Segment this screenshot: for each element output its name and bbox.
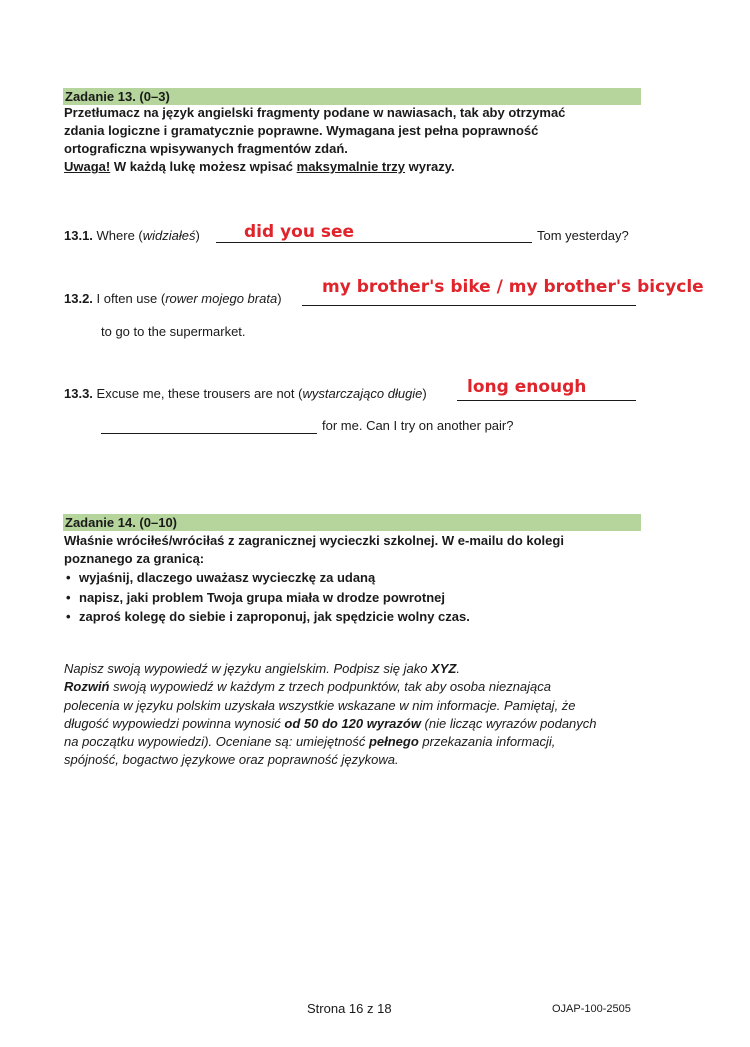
item-13-1 xyxy=(64,228,200,244)
answer-line-13-2[interactable] xyxy=(302,305,636,306)
exam-code: OJAP-100-2505 xyxy=(552,1003,631,1015)
task-13-instructions xyxy=(64,104,644,176)
note-line: polecenia w języku polskim uzyskała wszystkie wskazane w nim informacje. Pamiętaj, że xyxy=(64,697,576,713)
task-14-bullets xyxy=(64,568,470,627)
task-13-header: Zadanie 13. (0–3) xyxy=(63,88,641,105)
item-text: I often use ( xyxy=(92,291,166,306)
warning-label: Uwaga! xyxy=(64,159,111,174)
item-13-2 xyxy=(64,291,282,307)
item-13-3-continuation: for me. Can I try on another pair? xyxy=(322,418,514,433)
intro-line: Właśnie wróciłeś/wróciłaś z zagranicznej wycieczki szkolnej. W e-mailu do kolegi xyxy=(64,533,564,548)
intro-line: poznanego za granicą: xyxy=(64,551,205,566)
bullet-item: • napisz, jaki problem Twoja grupa miała w drodze powrotnej xyxy=(64,588,470,608)
item-text: Where ( xyxy=(92,228,143,243)
item-number: 13.1. xyxy=(64,228,93,243)
instruction-line: zdania logiczne i gramatycznie poprawne. Wymagana jest pełna poprawność xyxy=(64,123,539,138)
note-line xyxy=(64,733,664,751)
warning-text-end: wyrazy. xyxy=(405,159,455,174)
page-number: Strona 16 z 18 xyxy=(307,1001,392,1016)
item-hint: rower mojego brata xyxy=(165,291,278,306)
warning-line xyxy=(64,158,644,176)
warning-text: W każdą lukę możesz wpisać xyxy=(110,159,297,174)
signature-code: XYZ xyxy=(431,661,457,676)
task-14-notes xyxy=(64,660,664,770)
item-hint: widziałeś xyxy=(142,228,196,243)
item-text: ) xyxy=(277,291,282,306)
answer-13-1: did you see xyxy=(244,222,355,242)
note-text: długość wypowiedzi powinna wynosić xyxy=(64,715,285,731)
instruction-line: ortograficzna wpisywanych fragmentów zdań. xyxy=(64,141,348,156)
note-text: Napisz swoją wypowiedź w języku angielskim. Podpisz się jako xyxy=(64,661,432,676)
task-14-header: Zadanie 14. (0–10) xyxy=(63,514,641,531)
item-13-3 xyxy=(64,386,427,402)
answer-line-13-1[interactable] xyxy=(216,242,532,243)
item-13-2-continuation: to go to the supermarket. xyxy=(101,324,246,339)
answer-line-13-3b[interactable] xyxy=(101,433,317,434)
answer-line-13-3a[interactable] xyxy=(457,400,636,401)
note-text: swoją wypowiedź w każdym z trzech podpunktów, tak aby osoba nieznająca xyxy=(109,679,552,695)
bullet-item: • wyjaśnij, dlaczego uważasz wycieczkę za udaną xyxy=(64,568,470,588)
task-14-intro xyxy=(64,532,644,568)
item-number: 13.3. xyxy=(64,386,93,401)
note-line xyxy=(64,715,664,733)
note-text: przekazania informacji, xyxy=(418,734,556,750)
item-text: ) xyxy=(422,386,427,401)
item-text: Excuse me, these trousers are not ( xyxy=(92,386,303,401)
note-line: spójność, bogactwo językowe oraz poprawność językowa. xyxy=(64,752,399,768)
word-count-requirement: od 50 do 120 wyrazów xyxy=(284,715,421,731)
note-line xyxy=(64,678,664,696)
answer-13-3: long enough xyxy=(467,377,587,397)
item-number: 13.2. xyxy=(64,291,93,306)
item-13-1-tail: Tom yesterday? xyxy=(537,228,629,243)
item-text: ) xyxy=(195,228,200,243)
item-hint: wystarczająco długie xyxy=(302,386,423,401)
note-emphasis: pełnego xyxy=(368,734,419,750)
warning-emphasis: maksymalnie trzy xyxy=(296,159,406,174)
instruction-line: Przetłumacz na język angielski fragmenty podane w nawiasach, tak aby otrzymać xyxy=(64,105,566,120)
answer-13-2: my brother's bike / my brother's bicycle xyxy=(322,277,704,297)
note-text: na początku wypowiedzi). Oceniane są: umiejętność xyxy=(64,734,369,750)
note-emphasis: Rozwiń xyxy=(64,679,110,695)
note-text: . xyxy=(456,661,460,676)
note-text: (nie licząc wyrazów podanych xyxy=(420,715,597,731)
note-line xyxy=(64,660,664,678)
bullet-item: • zaproś kolegę do siebie i zaproponuj, jak spędzicie wolny czas. xyxy=(64,607,470,627)
